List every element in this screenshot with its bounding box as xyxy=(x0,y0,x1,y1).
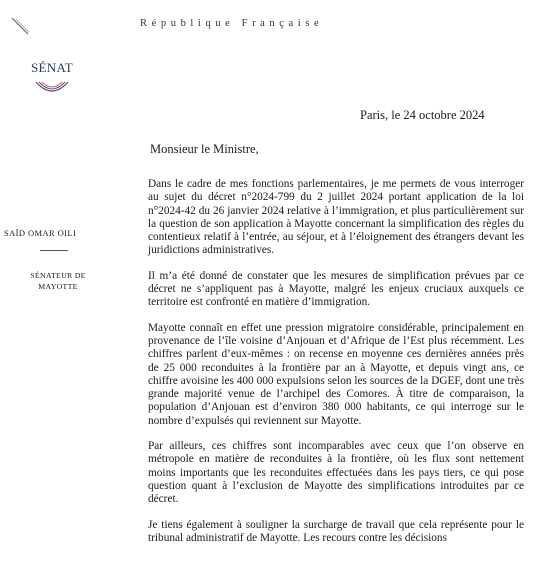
paragraph-5: Je tiens également à souligner la surcharge de travail que cela représente pour le tribunal administratif de Mayotte. Les recours contre les décisions xyxy=(148,518,524,544)
corner-stroke-mark xyxy=(10,16,32,38)
senat-logo-text: SÉNAT xyxy=(31,60,73,75)
senat-logo xyxy=(22,58,82,108)
paragraph-4: Par ailleurs, ces chiffres sont incomparables avec ceux que l’on observe en métropole en matière de reconduites à la frontière, où les flux sont nettement moins importants que les reconduites effectuées dans les pays tiers, ce qui pose question quant à l’exclusion de Mayotte des simplifications introduites par ce décret. xyxy=(148,440,524,506)
senat-arcs-icon xyxy=(32,78,72,104)
paragraph-3: Mayotte connaît en effet une pression migratoire considérable, principalement en provenance de l’île voisine d’Anjouan et d’Afrique de l’Est plus récemment. Les chiffres parlent d’eux-mêmes : on recense en moyenne ces dernières années près de 25 000 reconduites à la frontière par an à Mayotte, et depuis vingt ans, ce chiffre avoisine les 400 000 expulsions selon les sources de la DGEF, dont une très grande majorité venue de l’archipel des Comores. À titre de comparaison, la population d’Anjouan est d’environ 380 000 habitants, ce qui interroge sur le nombre d’expulsés qui reviennent sur Mayotte. xyxy=(148,321,524,427)
letter-salutation: Monsieur le Ministre, xyxy=(150,142,259,156)
paragraph-2: Il m’a été donné de constater que les mesures de simplification prévues par ce décret ne s’appliquent pas à Mayotte, malgré les enjeux cruciaux auxquels ce territoire est confronté en matière d’immigration. xyxy=(148,269,524,309)
paragraph-1: Dans le cadre de mes fonctions parlementaires, je me permets de vous interroger au sujet du décret n°2024-799 du 2 juillet 2024 portant application de la loi n°2024-42 du 26 janvier 2024 relative à l’immigration, et plus particulièrement sur la question de son application à Mayotte concernant la simplification des règles du contentieux relatif à l’entrée, au séjour, et à l’éloignement des étrangers devant les juridictions administratives. xyxy=(148,178,524,257)
senator-divider xyxy=(40,250,68,251)
letter-date: Paris, le 24 octobre 2024 xyxy=(360,108,485,122)
senator-role: SÉNATEUR DE MAYOTTE xyxy=(30,271,86,291)
letter-body xyxy=(148,178,524,557)
senator-name: SAÏD OMAR OILI xyxy=(4,228,77,238)
republic-heading: République Française xyxy=(140,18,324,29)
